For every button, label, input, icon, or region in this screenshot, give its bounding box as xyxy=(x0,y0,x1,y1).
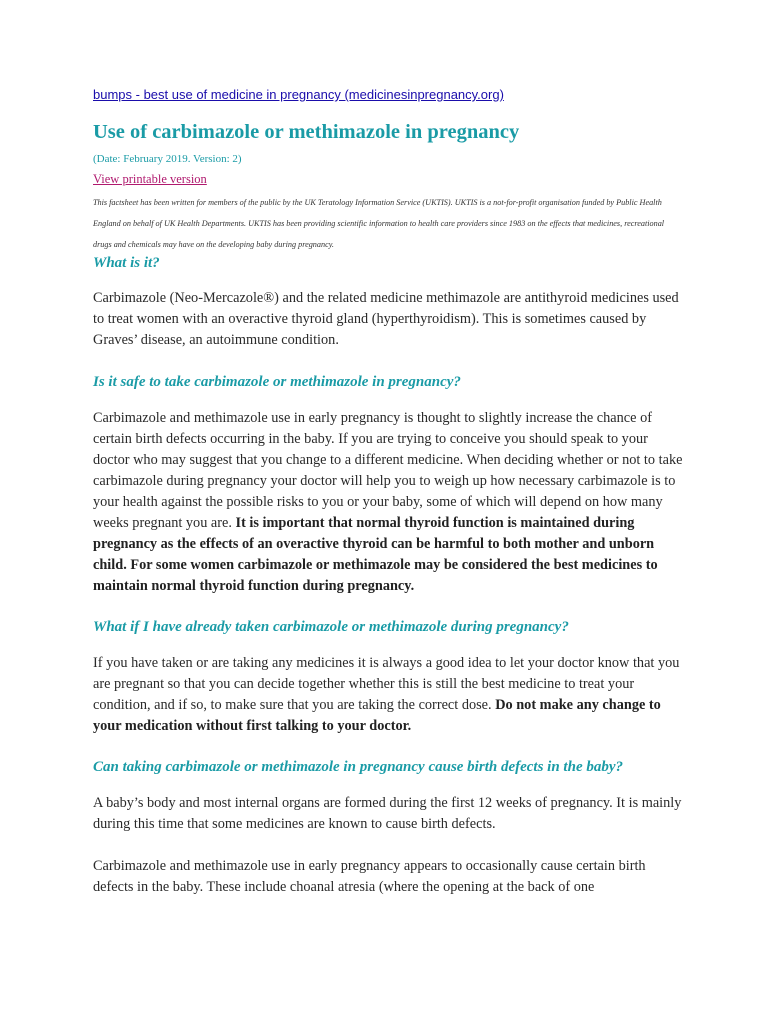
section-paragraph xyxy=(93,653,683,737)
paragraph-text: A baby’s body and most internal organs are formed during the first 12 weeks of pregnancy. It is mainly during this time that some medicines are known to cause birth defects. xyxy=(93,795,682,832)
paragraph-text: Carbimazole and methimazole use in early pregnancy appears to occasionally cause certain birth defects in the baby. These include choanal atresia (where the opening at the back of one xyxy=(93,858,646,895)
paragraph-text: Carbimazole (Neo-Mercazole®) and the related medicine methimazole are antithyroid medicines used to treat women with an overactive thyroid gland (hyperthyroidism). This is sometimes caused by Graves’ disease, an autoimmune condition. xyxy=(93,290,679,348)
section-paragraph xyxy=(93,288,683,351)
printable-version-link[interactable]: View printable version xyxy=(93,172,207,186)
section-paragraph xyxy=(93,408,683,597)
paragraph-text: If you have taken or are taking any medicines it is always a good idea to let your doctor know that you are pregnant so that you can decide together whether this is still the best medicine to treat your condition, and if so, to make sure that you are taking the correct dose. xyxy=(93,655,680,713)
section-paragraph xyxy=(93,856,683,898)
section-paragraph xyxy=(93,793,683,835)
page-title: Use of carbimazole or methimazole in pregnancy xyxy=(93,121,520,143)
section-heading-already-taken: What if I have already taken carbimazole or methimazole during pregnancy? xyxy=(93,619,569,635)
section-heading-birth-defects: Can taking carbimazole or methimazole in pregnancy cause birth defects in the baby? xyxy=(93,759,624,775)
date-version: (Date: February 2019. Version: 2) xyxy=(93,153,242,165)
document-content xyxy=(93,86,683,898)
source-link[interactable]: bumps - best use of medicine in pregnancy (medicinesinpregnancy.org) xyxy=(93,87,504,102)
paragraph-bold-text: Do not make any change to your medication without first talking to your doctor. xyxy=(93,697,661,734)
paragraph-bold-text: It is important that normal thyroid function is maintained during pregnancy as the effects of an overactive thyroid can be harmful to both mother and unborn child. For some women carbimazole or methimazole may be considered the best medicines to maintain normal thyroid function during pregnancy. xyxy=(93,515,658,594)
paragraph-text: Carbimazole and methimazole use in early pregnancy is thought to slightly increase the chance of certain birth defects occurring in the baby. If you are trying to conceive you should speak to your doctor who may suggest that you change to a different medicine. When deciding whether or not to take carbimazole during pregnancy your doctor will help you to weigh up how necessary carbimazole is to your health against the possible risks to you or your baby, some of which will depend on how many weeks pregnant you are. xyxy=(93,410,683,531)
section-heading-what-is-it: What is it? xyxy=(93,255,160,271)
section-heading-is-it-safe: Is it safe to take carbimazole or methimazole in pregnancy? xyxy=(93,374,461,390)
intro-text: This factsheet has been written for members of the public by the UK Teratology Information Service (UKTIS). UKTIS is a not-for-profit organisation funded by Public Health England on behalf of UK Health Departments. UKTIS has been providing scientific information to health care providers since 1983 on the effects that medicines, recreational drugs and chemicals may have on the developing baby during pregnancy. xyxy=(93,198,665,249)
